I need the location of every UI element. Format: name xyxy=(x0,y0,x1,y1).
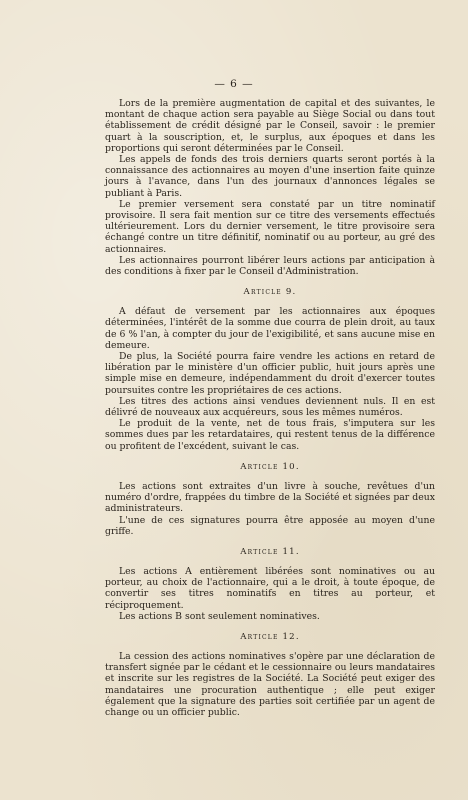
document-body xyxy=(105,98,435,718)
paragraph: Les appels de fonds des trois derniers quarts seront portés à la connaissance des actionnaires au moyen d'une insertion faite quinze jours à l'avance, dans l'un des journaux d'annonces légales se publiant à Paris. xyxy=(105,154,435,199)
paragraph: De plus, la Société pourra faire vendre les actions en retard de libération par le ministère d'un officier public, huit jours après une simple mise en demeure, indépendamment du droit d'exercer toutes poursuites contre les propriétaires de ces actions. xyxy=(105,351,435,396)
paragraph: Les actions B sont seulement nominatives. xyxy=(119,610,320,622)
paragraph: Lors de la première augmentation de capital et des suivantes, le montant de chaque action sera payable au Siège Social ou dans tout établissement de crédit désigné par le Conseil, savoir : le premier quart à la souscription, et, le surplus, aux époques et dans les proportions qui seront déterminées par le Conseil. xyxy=(105,98,435,154)
paragraph: Les actions A entièrement libérées sont nominatives ou au porteur, au choix de l'actionnaire, qui a le droit, à toute époque, de convertir ses titres nominatifs en titres au porteur, et réciproquement. xyxy=(105,565,435,611)
page-number: — 6 — xyxy=(214,78,254,90)
paragraph: La cession des actions nominatives s'opère par une déclaration de transfert signée par le cédant et le cessionnaire ou leurs mandataires et inscrite sur les registres de la Société. La Société peut exiger des mandataires une procuration authentique ; elle peut exiger également que la signature des parties soit certifiée par un agent de change ou un officier public. xyxy=(105,650,435,718)
article-heading: Article 9. xyxy=(243,287,297,298)
article-heading: Article 10. xyxy=(240,461,300,472)
paragraph: Les actions sont extraites d'un livre à souche, revêtues d'un numéro d'ordre, frappées du timbre de la Société et signées par deux administrateurs. xyxy=(105,480,435,515)
paragraph: L'une de ces signatures pourra être apposée au moyen d'une griffe. xyxy=(105,514,435,537)
article-heading: Article 12. xyxy=(240,631,300,642)
paragraph: A défaut de versement par les actionnaires aux époques déterminées, l'intérêt de la somme due courra de plein droit, au taux de 6 % l'an, à compter du jour de l'exigibilité, et sans aucune mise en demeure. xyxy=(105,306,435,351)
paragraph: Le premier versement sera constaté par un titre nominatif provisoire. Il sera fait mention sur ce titre des versements effectués ultérieurement. Lors du dernier versement, le titre provisoire sera échangé contre un titre définitif, nominatif ou au porteur, au gré des actionnaires. xyxy=(105,198,435,255)
article-heading: Article 11. xyxy=(240,546,300,557)
paragraph: Le produit de la vente, net de tous frais, s'imputera sur les sommes dues par les retardataires, qui restent tenus de la différence ou profitent de l'excédent, suivant le cas. xyxy=(105,418,435,452)
paragraph: Les titres des actions ainsi vendues deviennent nuls. Il en est délivré de nouveaux aux acquéreurs, sous les mêmes numéros. xyxy=(105,395,435,419)
paragraph: Les actionnaires pourront libérer leurs actions par anticipation à des conditions à fixer par le Conseil d'Administration. xyxy=(105,254,435,278)
